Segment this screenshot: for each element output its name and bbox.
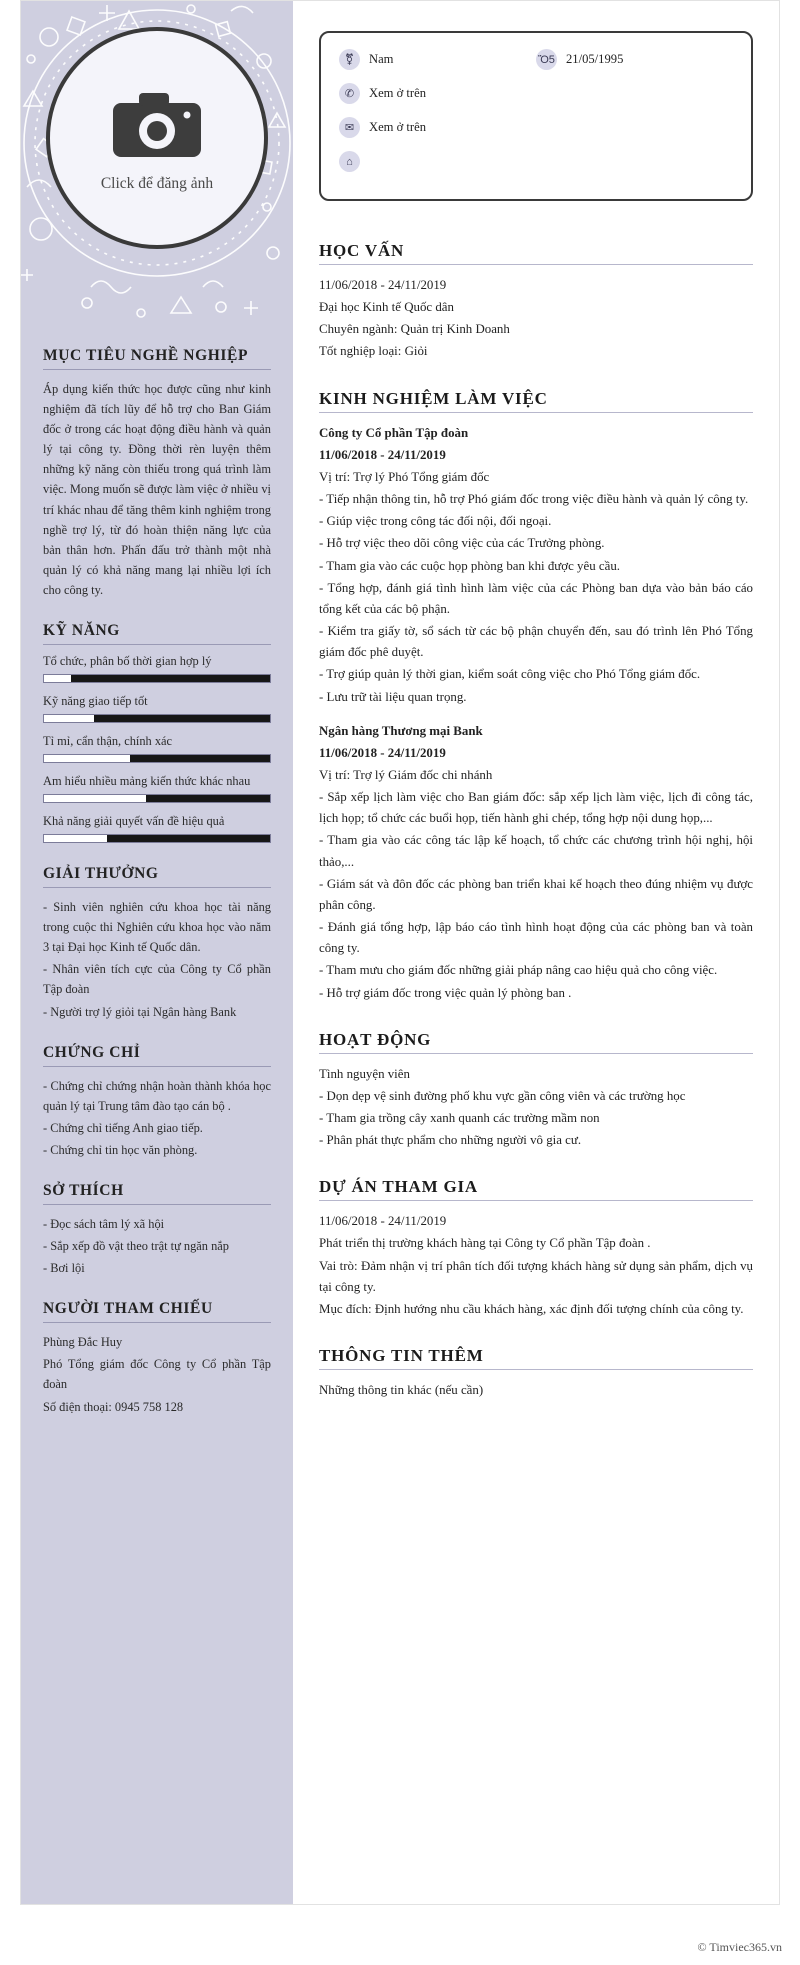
education-line: 11/06/2018 - 24/11/2019 [319, 278, 447, 292]
experience-line: - Trợ giúp quản lý thời gian, kiểm soát công việc cho Phó Tổng giám đốc. [319, 667, 701, 682]
contact-row [339, 49, 733, 70]
skill-item [43, 814, 271, 843]
section-title-objective: MỤC TIÊU NGHỀ NGHIỆP [43, 347, 249, 364]
activity-line: - Tham gia trồng cây xanh quanh các trường mầm non [319, 1111, 600, 1125]
divider [43, 1322, 271, 1323]
project-line: Vai trò: Đảm nhận vị trí phân tích đối tượng khách hàng sử dụng sản phẩm, dịch vụ tại công ty. [319, 1258, 753, 1294]
hobby-item: - Đọc sách tâm lý xã hội [43, 1216, 165, 1231]
divider [43, 369, 271, 370]
calendar-icon: Ὄ5 [536, 49, 557, 70]
mail-icon: ✉ [339, 117, 360, 138]
additional-lines [319, 1380, 753, 1401]
phone-icon: ✆ [339, 83, 360, 104]
skill-bar-fill [71, 675, 270, 682]
section-title-reference: NGƯỜI THAM CHIẾU [43, 1300, 213, 1318]
section-title-education: HỌC VẤN [319, 241, 405, 260]
section-title-certificates: CHỨNG CHỈ [43, 1043, 141, 1061]
reference-list [43, 1332, 271, 1416]
award-item: - Sinh viên nghiên cứu khoa học tài năng trong cuộc thi Nghiên cứu khoa học vào năm 3 tại Đại học Kinh tế Quốc dân. [43, 900, 271, 955]
contact-cell [339, 49, 536, 70]
contact-cell [536, 49, 733, 70]
section-title-hobbies: SỞ THÍCH [43, 1181, 124, 1199]
experience-line: - Tiếp nhận thông tin, hỗ trợ Phó giám đốc trong việc điều hành và quản lý công ty. [319, 492, 749, 507]
skill-bar [43, 674, 271, 683]
divider [43, 644, 271, 645]
experience-period: 11/06/2018 - 24/11/2019 [319, 745, 446, 760]
divider [319, 412, 753, 413]
photo-upload-area[interactable] [21, 1, 293, 321]
project-line: 11/06/2018 - 24/11/2019 [319, 1214, 447, 1229]
skill-label: Kỹ năng giao tiếp tốt [43, 694, 148, 709]
contact-value: Xem ở trên [369, 86, 427, 100]
section-title-experience: KINH NGHIỆM LÀM VIỆC [319, 388, 548, 408]
skill-label: Khả năng giải quyết vấn đề hiệu quả [43, 814, 225, 829]
projects-lines [319, 1211, 753, 1320]
experience-line: - Tham gia vào các cuộc họp phòng ban khi được yêu cầu. [319, 558, 620, 573]
cv-right-column [293, 1, 779, 1904]
skill-bar-fill [94, 715, 270, 722]
project-line: Mục đích: Định hướng nhu cầu khách hàng, xác định đối tượng chính của công ty. [319, 1301, 744, 1316]
photo-placeholder[interactable] [46, 27, 268, 249]
experience-company: Ngân hàng Thương mại Bank [319, 723, 483, 738]
activity-line: - Dọn dẹp vệ sinh đường phố khu vực gần công viên và các trường học [319, 1088, 686, 1103]
section-title-skills: KỸ NĂNG [43, 622, 120, 640]
skill-bar [43, 834, 271, 843]
site-watermark: © Timviec365.vn [697, 1940, 782, 1954]
certificates-list [43, 1076, 271, 1160]
experience-line: - Kiểm tra giấy tờ, sổ sách từ các bộ phận chuyển đến, sau đó trình lên Phó Tổng giám đốc phê duyệt. [319, 624, 753, 660]
hobby-item: - Sắp xếp đồ vật theo trật tự ngăn nắp [43, 1239, 229, 1254]
divider [319, 1053, 753, 1054]
certificate-item: - Chứng chỉ chứng nhận hoàn thành khóa học quản lý tại Trung tâm đào tạo cán bộ . [43, 1078, 271, 1113]
experience-list [319, 423, 753, 1004]
skill-item [43, 734, 271, 763]
experience-line: - Tổng hợp, đánh giá tình hình làm việc của các Phòng ban dựa vào bản báo cáo tổng kết của các bộ phận. [319, 580, 753, 616]
cv-document [20, 0, 780, 1905]
skill-label: Tổ chức, phân bố thời gian hợp lý [43, 654, 212, 669]
skill-bar-fill [146, 795, 270, 802]
hobby-item: - Bơi lội [43, 1261, 85, 1276]
contact-cell [339, 117, 536, 138]
contact-value: 21/05/1995 [566, 52, 624, 66]
photo-hint-label: Click để đăng ảnh [100, 175, 214, 192]
contact-cell [339, 151, 536, 172]
contact-value: Nam [369, 52, 394, 66]
certificate-item: - Chứng chỉ tin học văn phòng. [43, 1142, 198, 1157]
section-title-projects: DỰ ÁN THAM GIA [319, 1177, 479, 1197]
section-title-activities: HOẠT ĐỘNG [319, 1029, 432, 1049]
objective-text: Áp dụng kiến thức học được cũng như kinh nghiệm đã tích lũy để hỗ trợ cho Ban Giám đốc ở trong các hoạt động điều hành và quản lý tại công ty. Đồng thời rèn luyện thêm những kỹ năng còn thiếu trong quá trình làm việc. Mong muốn sẽ được làm việc ở nhiều vị trí khác nhau để tăng thêm kinh nghiệm trong nghề trợ lý, từ đó hoàn thiện năng lực của bản thân hơn. Phấn đấu trở thành một nhà quản lý có khả năng mang lại nhiều lợi ích cho công ty. [43, 382, 271, 597]
divider [43, 1204, 271, 1205]
experience-period: 11/06/2018 - 24/11/2019 [319, 447, 446, 462]
experience-company: Công ty Cổ phần Tập đoàn [319, 425, 469, 440]
hobbies-list [43, 1214, 271, 1278]
certificate-item: - Chứng chỉ tiếng Anh giao tiếp. [43, 1120, 203, 1135]
skill-bar-fill [107, 835, 270, 842]
experience-line: - Tham gia vào các công tác lập kế hoạch, tổ chức các chương trình hội nghị, hội thảo,... [319, 833, 753, 869]
experience-line: - Giúp việc trong công tác đối nội, đối ngoại. [319, 514, 552, 529]
additional-line: Những thông tin khác (nếu cần) [319, 1383, 484, 1398]
experience-line: Vị trí: Trợ lý Giám đốc chi nhánh [319, 767, 493, 782]
skill-bar [43, 714, 271, 723]
divider [319, 264, 753, 265]
activity-line: - Phân phát thực phẩm cho những người vô gia cư. [319, 1133, 582, 1148]
experience-line: - Tham mưu cho giám đốc những giải pháp nâng cao hiệu quả cho công việc. [319, 963, 718, 978]
project-line: Phát triển thị trường khách hàng tại Công ty Cổ phần Tập đoàn . [319, 1236, 651, 1251]
skill-item [43, 654, 271, 683]
contact-cell [339, 83, 536, 104]
awards-list [43, 897, 271, 1022]
award-item: - Người trợ lý giỏi tại Ngân hàng Bank [43, 1004, 237, 1019]
education-lines [319, 275, 753, 363]
experience-line: - Hỗ trợ việc theo dõi công việc của các Trưởng phòng. [319, 536, 605, 551]
skill-bar [43, 754, 271, 763]
contact-row [339, 151, 733, 172]
contact-card [319, 31, 753, 201]
skill-label: Am hiểu nhiều mảng kiến thức khác nhau [43, 774, 251, 789]
home-icon: ⌂ [339, 151, 360, 172]
activities-lines [319, 1064, 753, 1152]
contact-rows [339, 49, 733, 172]
skill-item [43, 694, 271, 723]
award-item: - Nhân viên tích cực của Công ty Cổ phần Tập đoàn [43, 962, 271, 997]
camera-icon [111, 89, 203, 161]
divider [43, 887, 271, 888]
gender-icon: ⚧ [339, 49, 360, 70]
spacer [319, 709, 753, 721]
education-line: Đại học Kinh tế Quốc dân [319, 300, 454, 315]
skills-list [43, 654, 271, 843]
cv-left-column [21, 1, 293, 1904]
reference-line: Phó Tổng giám đốc Công ty Cổ phần Tập đoàn [43, 1357, 271, 1392]
education-line: Tốt nghiệp loại: Giỏi [319, 344, 428, 359]
experience-line: - Sắp xếp lịch làm việc cho Ban giám đốc: sắp xếp lịch làm việc, lịch đi công tác, lịch họp; tổ chức các buổi họp, tiến hành ghi chép, tổng hợp nội dung họp,... [319, 790, 753, 826]
activity-line: Tình nguyện viên [319, 1066, 410, 1081]
contact-row [339, 83, 733, 104]
experience-line: - Lưu trữ tài liệu quan trọng. [319, 689, 467, 704]
divider [319, 1369, 753, 1370]
section-title-awards: GIẢI THƯỞNG [43, 865, 159, 883]
divider [43, 1066, 271, 1067]
experience-line: - Hỗ trợ giám đốc trong việc quản lý phòng ban . [319, 985, 572, 1000]
education-line: Chuyên ngành: Quản trị Kinh Doanh [319, 322, 510, 337]
skill-bar [43, 794, 271, 803]
skill-bar-fill [130, 755, 270, 762]
skill-item [43, 774, 271, 803]
experience-line: - Giám sát và đôn đốc các phòng ban triển khai kế hoạch theo đúng nhiệm vụ được phân công. [319, 876, 753, 912]
contact-value: Xem ở trên [369, 120, 427, 134]
experience-line: Vị trí: Trợ lý Phó Tổng giám đốc [319, 469, 490, 484]
section-title-additional: THÔNG TIN THÊM [319, 1346, 484, 1366]
reference-line: Số điện thoại: 0945 758 128 [43, 1399, 184, 1414]
skill-label: Tỉ mỉ, cẩn thận, chính xác [43, 734, 173, 749]
contact-row [339, 117, 733, 138]
divider [319, 1200, 753, 1201]
experience-line: - Đánh giá tổng hợp, lập báo cáo tình hình hoạt động của các phòng ban và toàn công ty. [319, 920, 753, 956]
reference-line: Phùng Đắc Huy [43, 1335, 123, 1350]
